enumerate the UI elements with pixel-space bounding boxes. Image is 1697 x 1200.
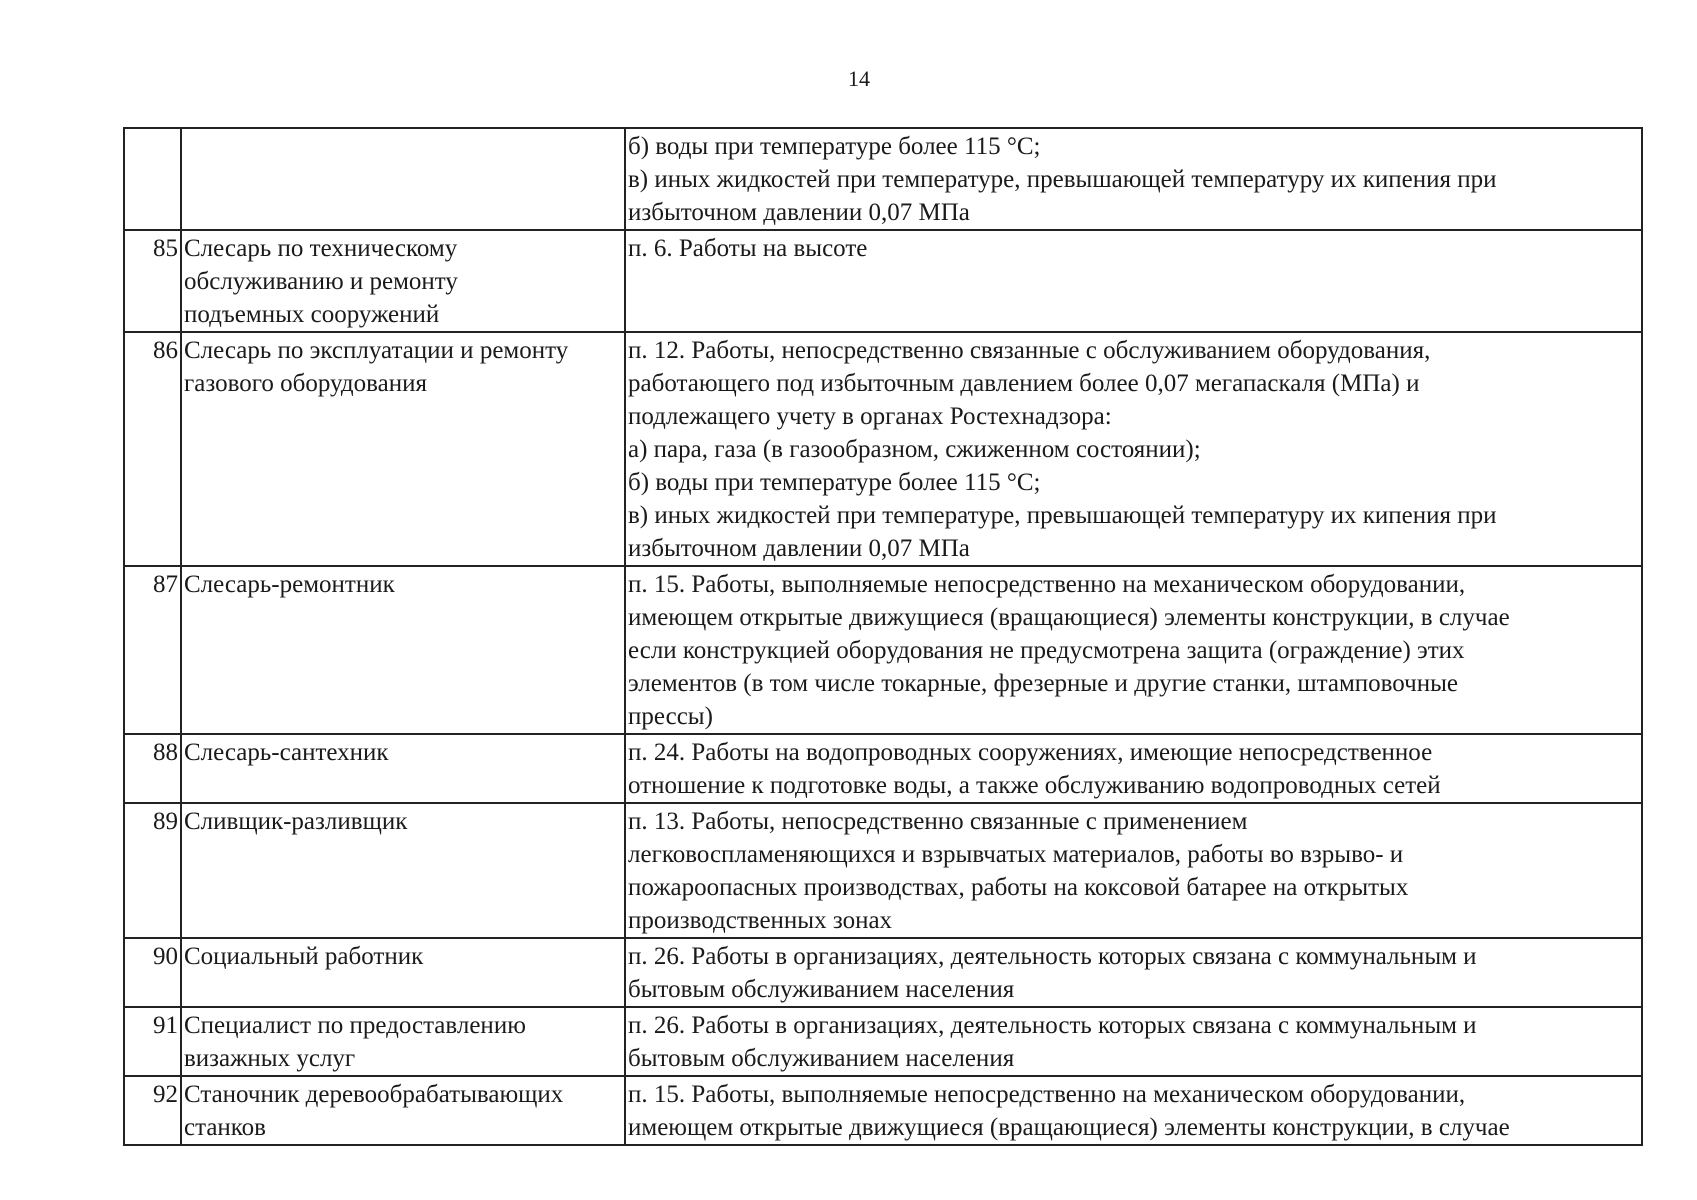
profession-cell: [181, 566, 625, 734]
table-row: [124, 803, 1642, 938]
work-description-line: подлежащего учету в органах Ростехнадзора:: [628, 403, 1112, 430]
work-description-line: в) иных жидкостей при температуре, превышающей температуру их кипения при: [628, 166, 1497, 193]
work-description-cell: [625, 332, 1642, 566]
work-description-line: а) пара, газа (в газообразном, сжиженном состоянии);: [628, 436, 1201, 463]
table-body: [124, 128, 1642, 1145]
profession-line: Слесарь по эксплуатации и ремонту: [184, 337, 569, 364]
work-description-line: имеющем открытые движущиеся (вращающиеся) элементы конструкции, в случае: [628, 1114, 1510, 1141]
table-row: [124, 230, 1642, 332]
work-description-line: в) иных жидкостей при температуре, превышающей температуру их кипения при: [628, 502, 1497, 529]
work-description-line: легковоспламеняющихся и взрывчатых материалов, работы во взрыво- и: [628, 841, 1404, 868]
table-row: [124, 938, 1642, 1007]
page-number: 14: [848, 66, 870, 91]
work-description-cell: [625, 566, 1642, 734]
work-description-cell: [625, 938, 1642, 1007]
work-description-cell: [625, 734, 1642, 803]
row-number: 89: [124, 803, 181, 938]
profession-line: Социальный работник: [184, 943, 424, 970]
work-description-line: избыточном давлении 0,07 МПа: [628, 535, 970, 562]
work-description-line: элементов (в том числе токарные, фрезерные и другие станки, штамповочные: [628, 670, 1458, 697]
work-description-line: п. 13. Работы, непосредственно связанные с применением: [628, 808, 1248, 835]
row-number: 88: [124, 734, 181, 803]
work-description-cell: [625, 128, 1642, 230]
profession-cell: [181, 332, 625, 566]
profession-line: визажных услуг: [184, 1045, 356, 1072]
work-description-line: б) воды при температуре более 115 °C;: [628, 133, 1041, 160]
work-description-line: работающего под избыточным давлением более 0,07 мегапаскаля (МПа) и: [628, 370, 1420, 397]
work-description-line: п. 26. Работы в организациях, деятельность которых связана с коммунальным и: [628, 943, 1477, 970]
occupations-table: [123, 127, 1643, 1146]
profession-cell: [181, 734, 625, 803]
profession-line: Слесарь-ремонтник: [184, 571, 395, 598]
row-number: 92: [124, 1076, 181, 1145]
profession-cell: [181, 1076, 625, 1145]
profession-cell: [181, 1007, 625, 1076]
row-number: 85: [124, 230, 181, 332]
profession-line: Слесарь-сантехник: [184, 739, 389, 766]
profession-line: газового оборудования: [184, 370, 427, 397]
work-description-cell: [625, 230, 1642, 332]
work-description-line: п. 26. Работы в организациях, деятельность которых связана с коммунальным и: [628, 1012, 1477, 1039]
work-description-line: п. 12. Работы, непосредственно связанные с обслуживанием оборудования,: [628, 337, 1431, 364]
row-number: 90: [124, 938, 181, 1007]
work-description-line: прессы): [628, 703, 713, 730]
profession-cell: [181, 803, 625, 938]
work-description-line: имеющем открытые движущиеся (вращающиеся) элементы конструкции, в случае: [628, 604, 1510, 631]
work-description-line: если конструкцией оборудования не предусмотрена защита (ограждение) этих: [628, 637, 1465, 664]
profession-cell: [181, 128, 625, 230]
table-row: [124, 332, 1642, 566]
work-description-line: отношение к подготовке воды, а также обслуживанию водопроводных сетей: [628, 772, 1441, 799]
work-description-line: п. 6. Работы на высоте: [628, 235, 868, 262]
profession-line: Сливщик-разливщик: [184, 808, 408, 835]
profession-line: станков: [184, 1114, 266, 1141]
row-number: 91: [124, 1007, 181, 1076]
profession-cell: [181, 230, 625, 332]
work-description-line: б) воды при температуре более 115 °C;: [628, 469, 1041, 496]
profession-line: Специалист по предоставлению: [184, 1012, 526, 1039]
table-row: [124, 566, 1642, 734]
table-row: [124, 734, 1642, 803]
work-description-line: бытовым обслуживанием населения: [628, 1045, 1015, 1072]
profession-line: Станочник деревообрабатывающих: [184, 1081, 564, 1108]
work-description-line: избыточном давлении 0,07 МПа: [628, 199, 970, 226]
profession-line: обслуживанию и ремонту: [184, 268, 458, 295]
work-description-line: п. 15. Работы, выполняемые непосредственно на механическом оборудовании,: [628, 571, 1466, 598]
profession-line: Слесарь по техническому: [184, 235, 458, 262]
profession-line: подъемных сооружений: [184, 301, 440, 328]
row-number: [124, 128, 181, 230]
work-description-cell: [625, 1076, 1642, 1145]
work-description-line: п. 15. Работы, выполняемые непосредственно на механическом оборудовании,: [628, 1081, 1466, 1108]
profession-cell: [181, 938, 625, 1007]
row-number: 87: [124, 566, 181, 734]
work-description-line: производственных зонах: [628, 907, 893, 934]
row-number: 86: [124, 332, 181, 566]
table-row: [124, 1076, 1642, 1145]
work-description-line: пожароопасных производствах, работы на коксовой батарее на открытых: [628, 874, 1409, 901]
work-description-cell: [625, 803, 1642, 938]
work-description-line: бытовым обслуживанием населения: [628, 976, 1015, 1003]
work-description-cell: [625, 1007, 1642, 1076]
table-row: [124, 128, 1642, 230]
table-row: [124, 1007, 1642, 1076]
work-description-line: п. 24. Работы на водопроводных сооружениях, имеющие непосредственное: [628, 739, 1433, 766]
